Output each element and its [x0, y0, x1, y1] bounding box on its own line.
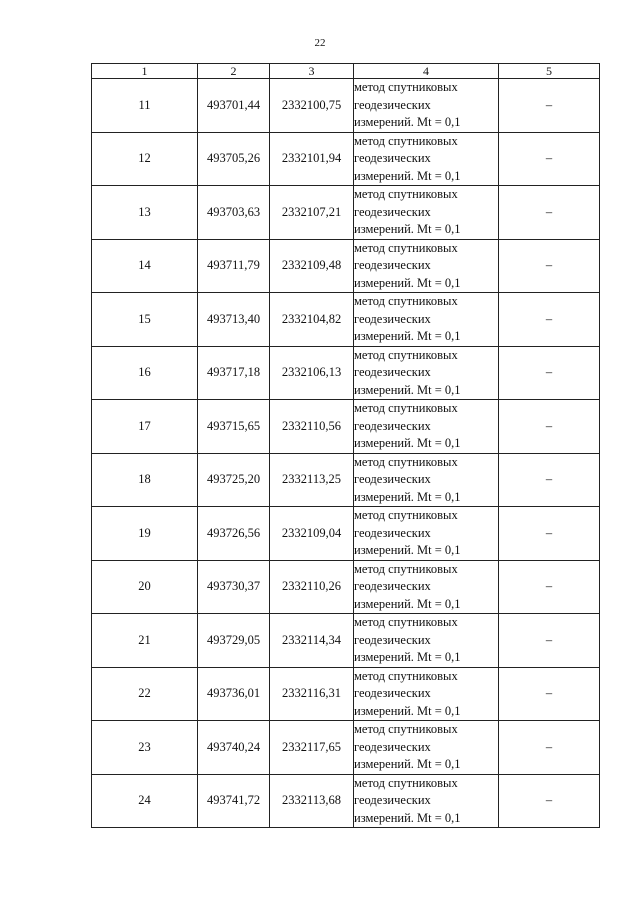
table-row [92, 774, 600, 828]
point-number-cell: 18 [92, 453, 198, 507]
table-row [92, 400, 600, 454]
point-number-cell: 15 [92, 293, 198, 347]
x-coordinate-cell: 493715,65 [198, 400, 270, 454]
method-line: геодезических [354, 151, 431, 165]
x-coordinate-cell: 493713,40 [198, 293, 270, 347]
x-coordinate-cell: 493729,05 [198, 614, 270, 668]
point-number-cell: 17 [92, 400, 198, 454]
method-line: измерений. Mt = 0,1 [354, 543, 461, 557]
method-line: метод спутниковых [354, 454, 458, 469]
point-number-cell: 19 [92, 507, 198, 561]
coordinates-table [91, 63, 600, 828]
note-cell: – [499, 132, 600, 186]
table-row [92, 132, 600, 186]
y-coordinate-cell: 2332106,13 [270, 346, 354, 400]
point-number-cell: 20 [92, 560, 198, 614]
y-coordinate-cell: 2332110,56 [270, 400, 354, 454]
method-cell [354, 774, 499, 828]
header-col-4: 4 [354, 64, 499, 79]
note-cell: – [499, 560, 600, 614]
x-coordinate-cell: 493741,72 [198, 774, 270, 828]
method-line: метод спутниковых [354, 401, 458, 415]
method-line: геодезических [354, 739, 431, 754]
method-cell [354, 400, 499, 454]
point-number-cell: 11 [92, 79, 198, 133]
method-cell [354, 346, 499, 400]
note-cell: – [499, 346, 600, 400]
y-coordinate-cell: 2332114,34 [270, 614, 354, 668]
method-line: измерений. Mt = 0,1 [354, 222, 461, 236]
x-coordinate-cell: 493711,79 [198, 239, 270, 293]
method-line: метод спутниковых [354, 240, 458, 255]
note-cell: – [499, 453, 600, 507]
method-line: метод спутниковых [354, 668, 458, 683]
method-cell [354, 721, 499, 775]
method-line: геодезических [354, 97, 431, 112]
method-cell [354, 293, 499, 347]
method-line: измерений. Mt = 0,1 [354, 382, 461, 397]
method-line: измерений. Mt = 0,1 [354, 275, 461, 290]
method-line: метод спутниковых [354, 294, 458, 308]
header-col-1: 1 [92, 64, 198, 79]
x-coordinate-cell: 493730,37 [198, 560, 270, 614]
method-line: геодезических [354, 632, 431, 647]
x-coordinate-cell: 493705,26 [198, 132, 270, 186]
method-line: метод спутниковых [354, 347, 458, 362]
method-line: метод спутниковых [354, 133, 458, 148]
x-coordinate-cell: 493725,20 [198, 453, 270, 507]
method-line: геодезических [354, 418, 431, 433]
method-cell [354, 560, 499, 614]
x-coordinate-cell: 493726,56 [198, 507, 270, 561]
method-cell [354, 507, 499, 561]
note-cell: – [499, 507, 600, 561]
method-line: метод спутниковых [354, 722, 458, 736]
method-line: измерений. Mt = 0,1 [354, 489, 461, 504]
table-body [92, 79, 600, 828]
method-line: измерений. Mt = 0,1 [354, 757, 461, 771]
method-line: геодезических [354, 365, 431, 379]
table-row [92, 614, 600, 668]
note-cell: – [499, 293, 600, 347]
method-line: геодезических [354, 204, 431, 219]
method-line: метод спутниковых [354, 187, 458, 201]
table-row [92, 453, 600, 507]
table-header [92, 64, 600, 79]
method-cell [354, 239, 499, 293]
point-number-cell: 23 [92, 721, 198, 775]
method-line: геодезических [354, 311, 431, 326]
method-line: измерений. Mt = 0,1 [354, 436, 461, 450]
method-cell [354, 186, 499, 240]
y-coordinate-cell: 2332100,75 [270, 79, 354, 133]
method-line: метод спутниковых [354, 561, 458, 576]
note-cell: – [499, 721, 600, 775]
table-row [92, 239, 600, 293]
y-coordinate-cell: 2332109,04 [270, 507, 354, 561]
method-cell [354, 667, 499, 721]
x-coordinate-cell: 493701,44 [198, 79, 270, 133]
y-coordinate-cell: 2332110,26 [270, 560, 354, 614]
page-number: 22 [314, 37, 326, 49]
y-coordinate-cell: 2332107,21 [270, 186, 354, 240]
y-coordinate-cell: 2332101,94 [270, 132, 354, 186]
header-row [92, 64, 600, 79]
method-line: измерений. Mt = 0,1 [354, 115, 461, 129]
method-cell [354, 79, 499, 133]
method-line: измерений. Mt = 0,1 [354, 703, 461, 718]
point-number-cell: 16 [92, 346, 198, 400]
table-row [92, 721, 600, 775]
table-row [92, 293, 600, 347]
point-number-cell: 13 [92, 186, 198, 240]
table-row [92, 346, 600, 400]
point-number-cell: 14 [92, 239, 198, 293]
method-line: метод спутниковых [354, 775, 458, 790]
note-cell: – [499, 186, 600, 240]
method-line: измерений. Mt = 0,1 [354, 810, 461, 825]
method-line: измерений. Mt = 0,1 [354, 650, 461, 664]
y-coordinate-cell: 2332113,25 [270, 453, 354, 507]
note-cell: – [499, 614, 600, 668]
method-line: геодезических [354, 686, 431, 700]
point-number-cell: 12 [92, 132, 198, 186]
method-line: измерений. Mt = 0,1 [354, 596, 461, 611]
method-line: метод спутниковых [354, 615, 458, 629]
x-coordinate-cell: 493703,63 [198, 186, 270, 240]
y-coordinate-cell: 2332113,68 [270, 774, 354, 828]
method-line: геодезических [354, 472, 431, 486]
y-coordinate-cell: 2332109,48 [270, 239, 354, 293]
point-number-cell: 24 [92, 774, 198, 828]
method-line: геодезических [354, 258, 431, 272]
method-cell [354, 453, 499, 507]
method-line: метод спутниковых [354, 508, 458, 522]
point-number-cell: 21 [92, 614, 198, 668]
method-line: метод спутниковых [354, 80, 458, 94]
method-cell [354, 132, 499, 186]
table-row [92, 186, 600, 240]
method-line: измерений. Mt = 0,1 [354, 329, 461, 343]
note-cell: – [499, 79, 600, 133]
header-col-2: 2 [198, 64, 270, 79]
point-number-cell: 22 [92, 667, 198, 721]
method-line: геодезических [354, 579, 431, 593]
table-row [92, 507, 600, 561]
note-cell: – [499, 774, 600, 828]
x-coordinate-cell: 493736,01 [198, 667, 270, 721]
table-row [92, 79, 600, 133]
header-col-5: 5 [499, 64, 600, 79]
method-cell [354, 614, 499, 668]
y-coordinate-cell: 2332117,65 [270, 721, 354, 775]
method-line: геодезических [354, 793, 431, 807]
method-line: измерений. Mt = 0,1 [354, 168, 461, 183]
y-coordinate-cell: 2332116,31 [270, 667, 354, 721]
note-cell: – [499, 239, 600, 293]
x-coordinate-cell: 493717,18 [198, 346, 270, 400]
x-coordinate-cell: 493740,24 [198, 721, 270, 775]
note-cell: – [499, 667, 600, 721]
table-row [92, 667, 600, 721]
table-row [92, 560, 600, 614]
method-line: геодезических [354, 525, 431, 540]
header-col-3: 3 [270, 64, 354, 79]
note-cell: – [499, 400, 600, 454]
y-coordinate-cell: 2332104,82 [270, 293, 354, 347]
